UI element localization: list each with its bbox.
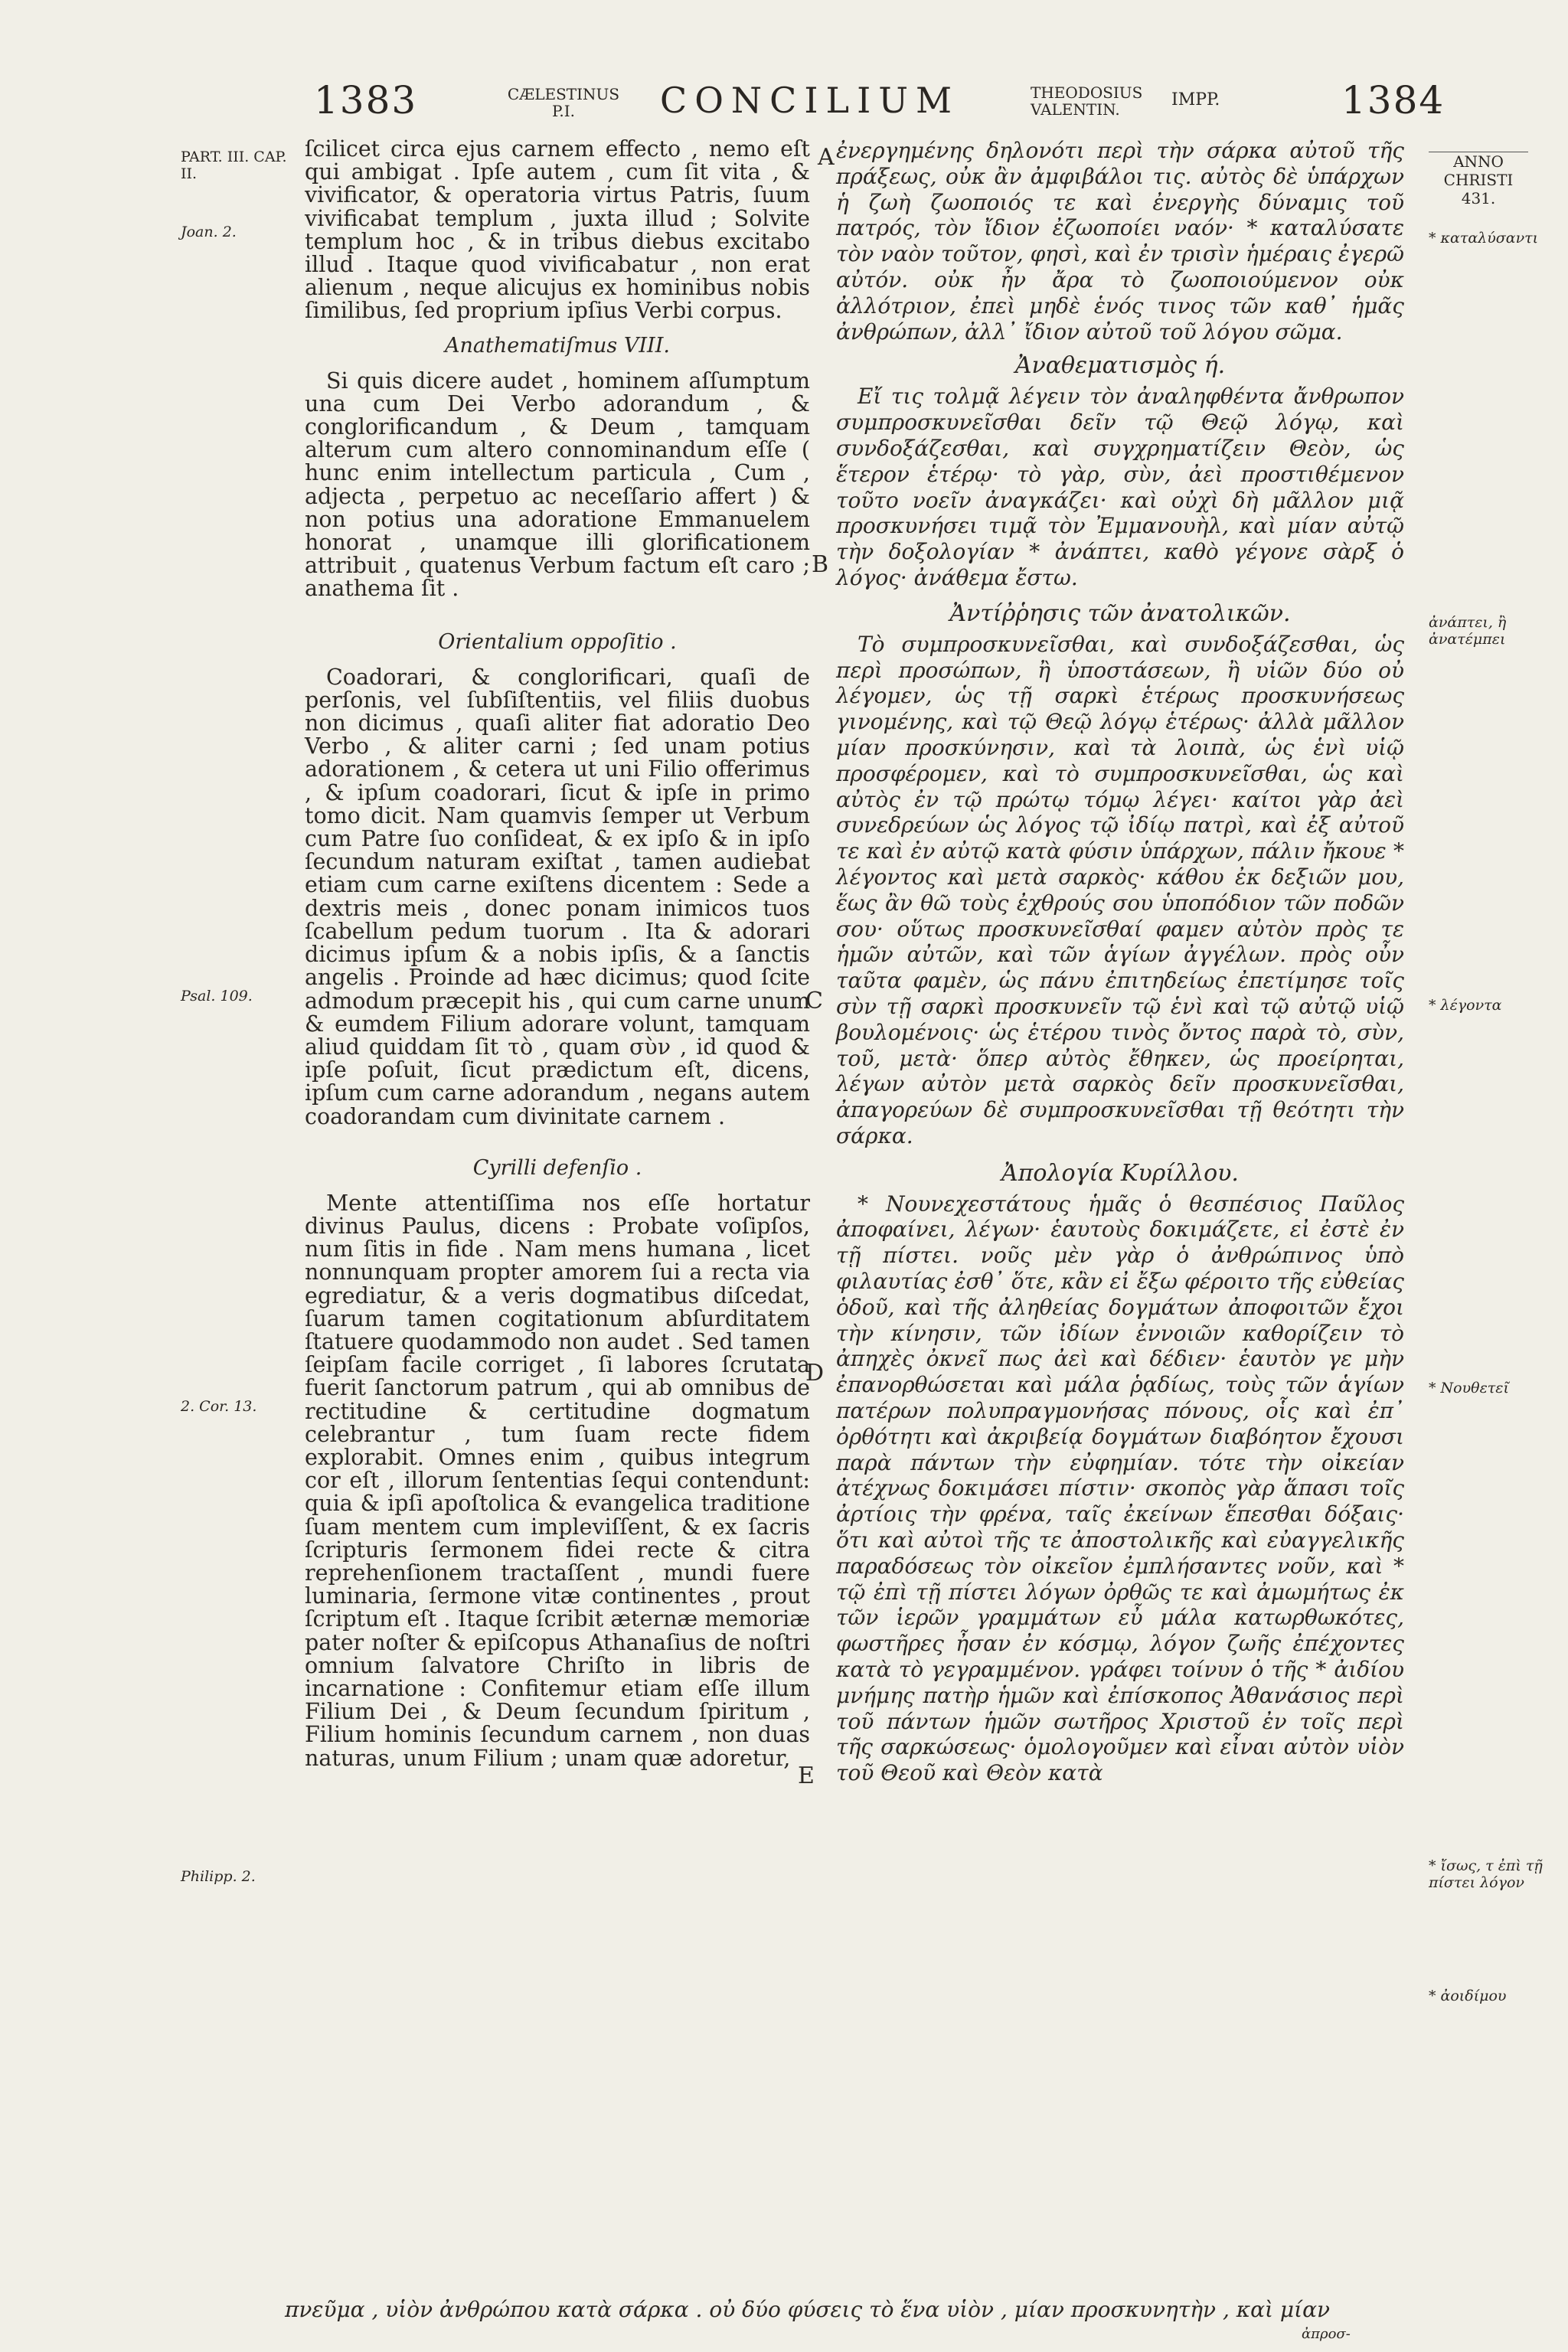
- margin-part: PART. III. CAP. II.: [181, 149, 287, 182]
- margin-note-4: * Νουθετεῖ: [1429, 1380, 1509, 1396]
- margin-note-3: * λέγοντα: [1429, 997, 1502, 1014]
- margin-anno: ANNO CHRISTI 431.: [1429, 152, 1528, 207]
- greek-heading-antirrhesis: Ἀντίῤῥησις τῶν ἀνατολικῶν.: [949, 599, 1291, 627]
- latin-paragraph-4: Mente attentiſſima nos eſſe hortatur divinus Paulus, dicens : Probate voſipſos, num ſitis in fide . Nam mens humana , licet nonnunquam propter amorem ſui a recta via egrediatur, & a veris dogmatibus diſcedat, ſuarum tamen cogitationum abſurditatem ſtatuere quodammodo non audet . Sed tamen ſeipſam facile corriget , ſi labores ſcrutata fuerit ſanctorum patrum , qui ab omnibus de rectitudine & certitudine dogmatum celebrantur , tum ſuam recte fidem explorabit. Omnes enim , quibus integrum cor eſt , illorum ſententias ſequi contendunt: quia & ipſi apoſtolica & evangelica traditione ſuam mentem cum impleviſſent, & ex ſacris ſcripturis ſermonem fidei recte & citra reprehenſionem tractaſſent , mundi fuere luminaria, ſermone vitæ continentes , prout ſcriptum eſt . Itaque ſcribit æternæ memoriæ pater noſter & epiſcopus Athanaſius de noſtri omnium ſalvatore Chriſto in libris de incarnatione : Confitemur etiam eſſe illum Filium Dei , & Deum ſecundum ſpiritum , Filium hominis ſecundum carnem , non duas naturas, unum Filium ; unam quæ adoretur,: [305, 1190, 810, 1771]
- section-letter-b: B: [812, 551, 829, 578]
- page-number-right: 1384: [1341, 78, 1446, 122]
- latin-heading-orientalium: Orientalium oppoſitio .: [438, 629, 677, 654]
- section-letter-d: D: [805, 1360, 825, 1387]
- margin-cor: 2. Cor. 13.: [181, 1398, 257, 1415]
- latin-paragraph-3: Coadorari, & conglorificari, quaſi de perſonis, vel ſubſiſtentiis, vel filiis duobus non dicimus , quaſi aliter fiat adoratio Deo Verbo , & aliter carni ; ſed unam potius adorationem , & cetera ut uni Filio offerimus , & ipſum coadorari, ſicut & ipſe in primo tomo dicit. Nam quamvis ſemper ut Verbum cum Patre ſuo conſideat, & ex ipſo & in ipſo ſecundum naturam exiſtat , tamen audiebat etiam cum carne exiſtens dicentem : Sede a dextris meis , donec ponam inimicos tuos ſcabellum pedum tuorum . Ita & adorari dicimus ipſum & a nobis ipſis, & a ſanctis angelis . Proinde ad hæc dicimus; quod ſcite admodum præcepit his , qui cum carne unum & eumdem Filium adorare volunt, tamquam aliud quiddam ſit τὸ , quam σὺν , id quod & ipſe poſuit, ſicut prædictum eſt, dicens, ipſum cum carne adorandum , negans autem coadorandam cum divinitate carnem .: [305, 664, 810, 1129]
- page-number-left: 1383: [314, 78, 418, 122]
- latin-column: [305, 138, 810, 1770]
- margin-note-5: * ἴσως, τ ἐπὶ τῇ πίστει λόγον: [1429, 1857, 1543, 1891]
- footer-catchword: ἀπροσ-: [1302, 2326, 1351, 2342]
- header-theodosius: THEODOSIUS VALENTIN.: [1031, 83, 1143, 119]
- margin-note-6: * ἀοιδίμου: [1429, 1988, 1507, 2004]
- latin-heading-cyrilli: Cyrilli defenſio .: [472, 1155, 642, 1180]
- margin-note-2: ἀνάπτει, ἢ ἀνατέμπει: [1429, 614, 1507, 648]
- greek-paragraph-2: Εἴ τις τολμᾷ λέγειν τὸν ἀναληφθέντα ἄνθρωπον συμπροσκυνεῖσθαι δεῖν τῷ Θεῷ λόγῳ, καὶ συνδοξάζεσθαι, καὶ συγχρηματίζειν Θεὸν, ὡς ἕτερον ἑτέρῳ· τὸ γὰρ, σὺν, ἀεὶ προστιθέμενον τοῦτο νοεῖν ἀναγκάζει· καὶ οὐχὶ δὴ μᾶλλον μιᾷ προσκυνήσει τιμᾷ τὸν Ἐμμανουὴλ, καὶ μίαν αὐτῷ τὴν δοξολογίαν * ἀνάπτει, καθὸ γέγονε σὰρξ ὁ λόγος· ἀνάθεμα ἔστω.: [836, 384, 1404, 590]
- greek-paragraph-3: Τὸ συμπροσκυνεῖσθαι, καὶ συνδοξάζεσθαι, ὡς περὶ προσώπων, ἢ ὑποστάσεων, ἢ υἱῶν δύο οὐ λέγομεν, ὡς τῇ σαρκὶ ἑτέρως προσκυνήσεως γινομένης, καὶ τῷ Θεῷ λόγῳ ἑτέρως· ἀλλὰ μᾶλλον μίαν προσκύνησιν, καὶ τὰ λοιπὰ, ὡς ἑνὶ υἱῷ προσφέρομεν, καὶ τὸ συμπροσκυνεῖσθαι, ὡς καὶ αὐτὸς ἐν τῷ πρώτῳ τόμῳ λέγει· καίτοι γὰρ ἀεὶ συνεδρεύων ὡς λόγος τῷ ἰδίῳ πατρὶ, καὶ ἐξ αὐτοῦ τε καὶ ἐν αὐτῷ κατὰ φύσιν ὑπάρχων, πάλιν ἤκουε * λέγοντος καὶ μετὰ σαρκὸς· κάθου ἐκ δεξιῶν μου, ἕως ἂν θῶ τοὺς ἐχθρούς σου ὑποπόδιον τῶν ποδῶν σου· οὕτως προσκυνεῖσθαί φαμεν αὐτὸν πρὸς τε ἡμῶν αὐτῶν, καὶ τῶν ἁγίων ἀγγέλων. πρὸς οὖν ταῦτα φαμὲν, ὡς πάνυ ἐπιτηδείως ἐπετίμησε τοῖς σὺν τῇ σαρκὶ προσκυνεῖν τῷ ἑνὶ καὶ τῷ αὐτῷ υἱῷ βουλομένοις· ὡς ἑτέρου τινὸς ὄντος παρὰ τὸ, σὺν, τοῦ, μετὰ· ὅπερ αὐτὸς ἔθηκεν, ὡς προείρηται, λέγων αὐτὸν μετὰ σαρκὸς δεῖν προσκυνεῖσθαι, ἀπαγορεύων δὲ συμπροσκυνεῖσθαι τῇ θεότητι τὴν σάρκα.: [836, 631, 1404, 1148]
- section-letter-a: A: [818, 144, 835, 171]
- header-concilium: CONCILIUM: [660, 80, 960, 121]
- margin-note-1: * καταλύσαντι: [1429, 230, 1539, 247]
- header-celestinus: CÆLESTINUS P.I.: [507, 85, 620, 120]
- greek-heading-anathematismos: Ἀναθεματισμὸς ή.: [1014, 352, 1226, 380]
- margin-joan: Joan. 2.: [181, 224, 237, 240]
- greek-paragraph-4: * Νουνεχεστάτους ἡμᾶς ὁ θεσπέσιος Παῦλος ἀποφαίνει, λέγων· ἑαυτοὺς δοκιμάζετε, εἰ ἐστὲ ἐν τῇ πίστει. νοῦς μὲν γὰρ ὁ ἀνθρώπινος ὑπὸ φιλαυτίας ἐσθ᾽ ὅτε, κἂν εἰ ἔξω φέροιτο τῆς εὐθείας ὁδοῦ, καὶ τῆς ἀληθείας δογμάτων ἀποφοιτῶν ἔχοι τὴν κίνησιν, τῶν ἰδίων ἐννοιῶν καθορίζειν τὸ ἀπηχὲς ὀκνεῖ πως ἀεὶ καὶ δέδιεν· ἑαυτὸν γε μὴν ἐπανορθώσεται καὶ μάλα ῥᾳδίως, τοὺς τῶν ἁγίων πατέρων πολυπραγμονήσας πόνους, οἷς καὶ ἐπ᾽ ὀρθότητι καὶ ἀκριβείᾳ δογμάτων διαβόητον ἔχουσι παρὰ πάντων τὴν εὐφημίαν. τότε τὴν οἰκείαν ἀτέχνως δοκιμάσει πίστιν· σκοπὸς γὰρ ἅπασι τοῖς ἀρτίοις τὴν φρένα, ταῖς ἐκείνων ἕπεσθαι δόξαις· ὅτι καὶ αὐτοὶ τῆς τε ἀποστολικῆς καὶ εὐαγγελικῆς παραδόσεως τὸν οἰκεῖον ἐμπλήσαντες νοῦν, καὶ * τῷ ἐπὶ τῇ πίστει λόγων ὀρθῶς τε καὶ ἀμωμήτως ἐκ τῶν ἱερῶν γραμμάτων εὖ μάλα κατωρθωκότες, φωστῆρες ἦσαν ἐν κόσμῳ, λόγον ζωῆς ἐπέχοντες κατὰ τὸ γεγραμμένον. γράφει τοίνυν ὁ τῆς * ἀιδίου μνήμης πατὴρ ἡμῶν καὶ ἐπίσκοπος Ἀθανάσιος περὶ τοῦ πάντων ἡμῶν σωτῆρος Χριστοῦ ἐν τοῖς περὶ τῆς σαρκώσεως· ὁμολογοῦμεν καὶ εἶναι αὐτὸν υἱὸν τοῦ Θεοῦ καὶ Θεὸν κατὰ: [836, 1191, 1404, 1786]
- margin-philipp: Philipp. 2.: [181, 1868, 256, 1885]
- greek-column: [836, 138, 1404, 1786]
- greek-heading-apologia: Ἀπολογία Κυρίλλου.: [1001, 1159, 1239, 1187]
- latin-paragraph-2: Si quis dicere audet , hominem aſſumptum una cum Dei Verbo adorandum , & conglorificandum , & Deum , tamquam alterum cum altero connominandum eſſe ( hunc enim intellectum particula , Cum , adjecta , perpetuo ac neceſſario affert ) & non potius una adoratione Emmanuelem honorat , unamque illi glorificationem attribuit , quatenus Verbum factum eſt caro ; anathema ſit .: [305, 368, 810, 602]
- running-header: [0, 74, 1568, 135]
- margin-psal: Psal. 109.: [181, 988, 253, 1004]
- footer-greek-line: πνεῦμα , υἱὸν ἀνθρώπου κατὰ σάρκα . οὐ δύο φύσεις τὸ ἕνα υἱὸν , μίαν προσκυνητὴν , καὶ μίαν: [285, 2297, 1331, 2322]
- header-impp: IMPP.: [1171, 90, 1220, 109]
- section-letter-c: C: [805, 988, 823, 1014]
- latin-paragraph-1: ſcilicet circa ejus carnem effecto , nemo eſt qui ambigat . Ipſe autem , cum ſit vita , & vivificator, & operatoria virtus Patris, ſuum vivificabat templum , juxta illud ; Solvite templum hoc , & in tribus diebus excitabo illud . Itaque quod vivificabatur , non erat alienum , neque alicujus ex hominibus nobis ſimilibus, ſed proprium ipſius Verbi corpus.: [305, 136, 810, 324]
- latin-heading-anathematismus: Anathematiſmus VIII.: [445, 333, 670, 358]
- greek-paragraph-1: ἐνεργημένης δηλονότι περὶ τὴν σάρκα αὐτοῦ τῆς πράξεως, οὐκ ἂν ἀμφιβάλοι τις. αὐτὸς δὲ ὑπάρχων ἡ ζωὴ ζωοποιός τε καὶ ἐνεργὴς δύναμις τοῦ πατρός, τὸν ἴδιον ἐζωοποίει ναόν· * καταλύσατε τὸν ναὸν τοῦτον, φησὶ, καὶ ἐν τρισὶν ἡμέραις ἐγερῶ αὐτόν. οὐκ ἦν ἄρα τὸ ζωοποιούμενον οὐκ ἀλλότριον, ἐπεὶ μηδὲ ἑνός τινος τῶν καθ᾽ ἡμᾶς ἀνθρώπων, ἀλλ᾽ ἴδιον αὐτοῦ τοῦ λόγου σῶμα.: [836, 138, 1404, 345]
- section-letter-e: E: [798, 1762, 815, 1789]
